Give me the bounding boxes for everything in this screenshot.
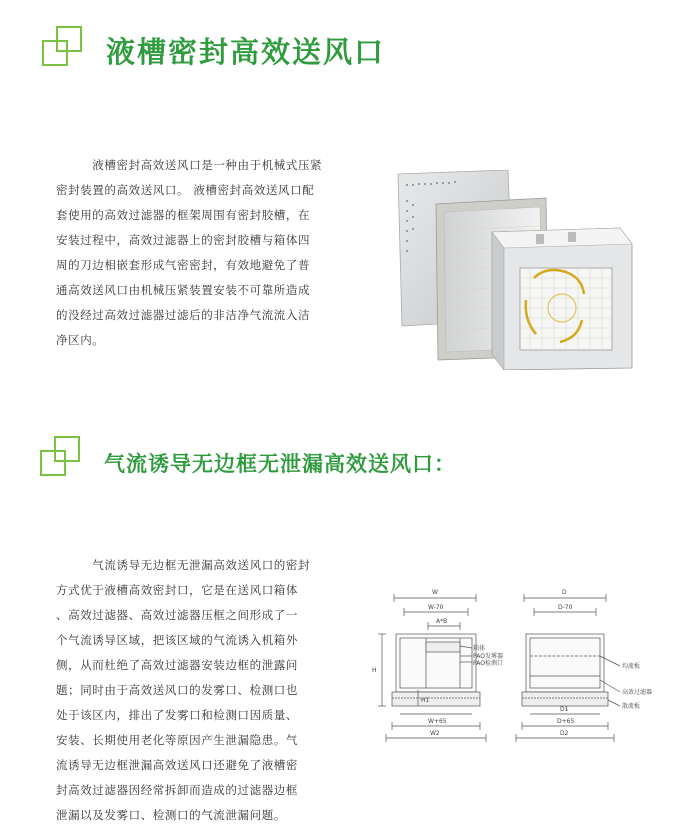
text-line: 个气流诱导区域，把该区域的气流诱入机箱外 <box>56 633 298 647</box>
product-photo <box>396 170 636 370</box>
label-pao-fog: PAO发雾器 <box>473 653 503 660</box>
dim-w2: W2 <box>430 730 440 737</box>
dim-d1: D1 <box>560 706 569 713</box>
section-icon <box>40 436 90 486</box>
text-line: 安装过程中，高效过滤器上的密封胶槽与箱体四 <box>56 233 311 247</box>
section-title: 气流诱导无边框无泄漏高效送风口： <box>104 452 456 476</box>
text-line: 气流诱导无边框无泄漏高效送风口的密封 <box>56 558 311 572</box>
dim-h1: H1 <box>421 697 430 704</box>
dim-ab: A*B <box>436 618 448 625</box>
text-line: 安装、长期使用老化等原因产生泄漏隐患。气 <box>56 733 298 747</box>
text-line: 周的刀边相嵌套形成气密密封，有效地避免了普 <box>56 258 311 272</box>
dim-w65: W+65 <box>428 718 447 725</box>
label-pao-test: PAO检测口 <box>473 660 503 667</box>
intro-paragraph <box>56 153 322 353</box>
text-line: 流诱导无边框泄漏高效送风口还避免了液槽密 <box>56 758 298 772</box>
label-box: 箱体 <box>473 645 486 652</box>
text-line: 的没经过高效过滤器过滤后的非洁净气流流入洁 <box>56 308 311 322</box>
page-title: 液槽密封高效送风口 <box>106 35 386 69</box>
dim-h: H <box>372 667 377 674</box>
text-line: 泄漏以及发雾口、检测口的气流泄漏问题。 <box>56 808 286 822</box>
text-line: 题；同时由于高效送风口的发雾口、检测口也 <box>56 683 298 697</box>
label-filter: 高效过滤器 <box>622 689 653 696</box>
text-line: 封高效过滤器因经常拆卸而造成的过滤器边框 <box>56 783 298 797</box>
text-line: 通高效送风口由机械压紧装置安装不可靠所造成 <box>56 283 311 297</box>
dim-d2: D2 <box>560 730 569 737</box>
text-line: 净区内。 <box>56 333 105 347</box>
text-line: 密封装置的高效送风口。 液槽密封高效送风口配 <box>56 183 315 197</box>
text-line: 侧，从而杜绝了高效过滤器安装边框的泄露问 <box>56 658 298 672</box>
text-line: 液槽密封高效送风口是一种由于机械式压紧 <box>56 158 323 172</box>
label-diffuser: 散流板 <box>622 703 641 710</box>
dim-d70: D-70 <box>558 604 573 611</box>
label-plate: 均流板 <box>622 663 641 670</box>
dim-w70: W-70 <box>428 604 444 611</box>
text-line: 处于该区内，排出了发雾口和检测口因质量、 <box>56 708 298 722</box>
dim-d: D <box>562 589 567 596</box>
text-line: 、高效过滤器、高效过滤器压框之间形成了一 <box>56 608 298 622</box>
dim-d65: D+65 <box>557 718 575 725</box>
section-icon <box>42 26 92 76</box>
technical-diagram <box>364 582 684 764</box>
text-line: 套使用的高效过滤器的框架周围有密封胶槽，在 <box>56 208 311 222</box>
dim-w: W <box>432 589 438 596</box>
description-paragraph <box>56 553 310 828</box>
text-line: 方式优于液槽高效密封口，它是在送风口箱体 <box>56 583 298 597</box>
